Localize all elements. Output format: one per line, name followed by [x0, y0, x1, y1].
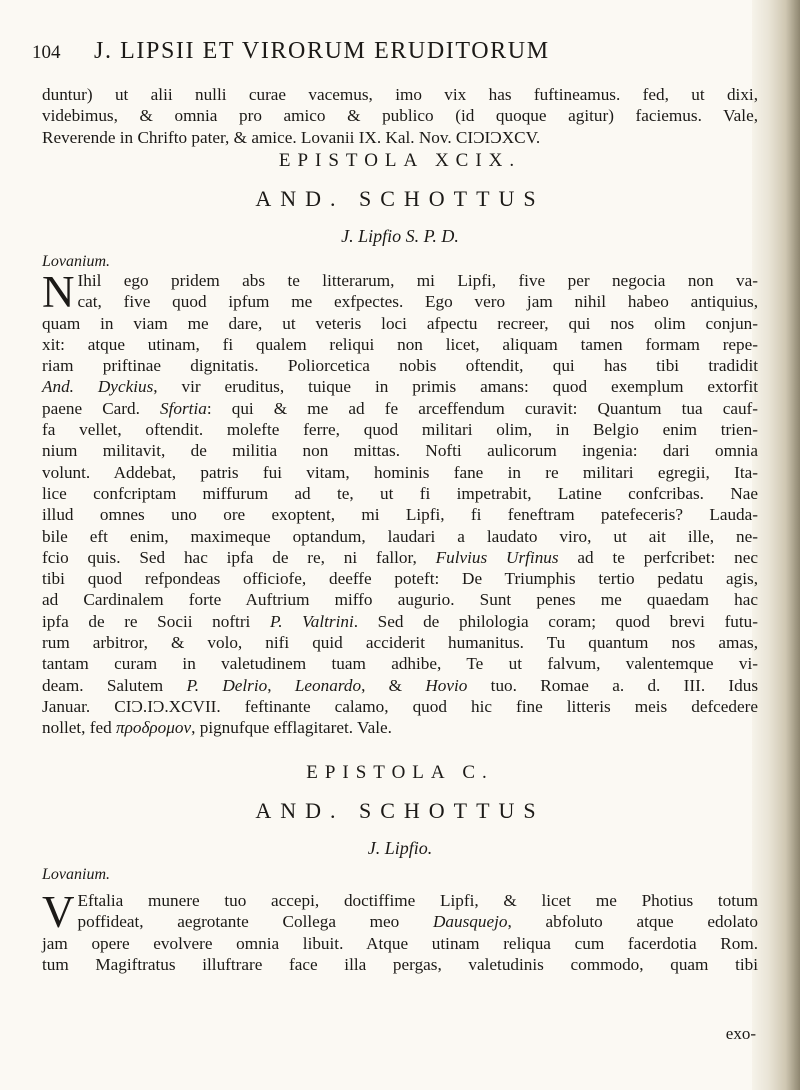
text-line: fa vellet, oftendit. molefte ferre, quod militari olim, in Belgio enim trien- — [42, 420, 758, 440]
catchword: exo- — [725, 1024, 756, 1043]
text-line: And. Dyckius, vir eruditus, tuique in primis amans: quod exemplum extorfit — [42, 377, 759, 397]
drop-cap: V — [42, 887, 75, 937]
text-line: tantam curam in valetudinem tuam adhibe, Te ut falvum, valentemque vi- — [42, 654, 758, 674]
text-line: ipfa de re Socii noftri P. Valtrini. Sed de philologia coram; quod brevi futu- — [42, 611, 758, 631]
text-line: nollet, fed προδρομον, pignufque efflagitaret. Vale. — [42, 718, 392, 738]
epistola-100-sender: J. Lipfio. — [367, 838, 433, 858]
text-line: duntur) ut alii nulli curae vacemus, imo vix has fuftineamus. fed, ut dixi, — [42, 85, 758, 104]
epistola-99-addressee: AND. SCHOTTUS — [255, 186, 545, 211]
text-line: illud omnes uno ore exoptent, mi Lipfi, fi feneftram patefeceris? Lauda- — [42, 505, 758, 525]
text-line: lice confcriptam miffurum ad te, ut fi impetrabit, Latine confcribas. Nae — [42, 483, 758, 503]
text-line: deam. Salutem P. Delrio, Leonardo, & Hovio tuo. Romae a. d. III. Idus — [42, 675, 759, 695]
text-line: nium militavit, de militia non mittas. Nofti aulicorum ingenia: dari omnia — [42, 441, 758, 461]
page-header — [32, 38, 752, 74]
text-line: Eftalia munere tuo accepi, doctiffime Lipfi, & licet me Photius totum — [77, 891, 758, 910]
text-line: videbimus, & omnia pro amico & publico (id quoque agitur) faciemus. Vale, — [42, 106, 758, 126]
text-line: tibi quod refpondeas officiofe, deeffe poteft: De Triumphis tertio pedatu agis, — [42, 569, 758, 589]
text-line: volunt. Addebat, patris fui vitam, hominis fane in re militari egregii, Ita- — [42, 462, 758, 482]
epistola-99-body — [42, 267, 759, 739]
epistola-100-heading: EPISTOLA C. — [306, 762, 494, 783]
text-line: bile eft enim, maximeque optandum, laudari a laudato viro, ut ait ille, ne- — [42, 526, 758, 546]
text-line: poffideat, aegrotante Collega meo Dausquejo, abfoluto atque edolato — [77, 912, 758, 932]
text-line: xit: atque utinam, fi qualem reliqui non licet, aliquam tamen formam repe- — [42, 334, 758, 354]
text-line: quam in viam me dare, ut veteris loci afpectu recreer, qui nos olim conjun- — [42, 313, 758, 333]
intro-paragraph — [42, 84, 758, 148]
drop-cap: N — [42, 267, 75, 317]
text-line: tum Magiftratus illuftrare face illa pergas, valetudinis commodo, quam tibi — [42, 954, 758, 974]
text-line: cat, five quod ipfum me exfpectes. Ego vero jam nihil habeo antiquius, — [77, 292, 758, 312]
epistola-100-body — [42, 887, 758, 975]
text-line: riam priftinae dignitatis. Poliorcetica nobis oftendit, qui has tibi tradidit — [42, 356, 758, 376]
text-line: rum arbitror, & volo, nifi quid acciderit humanitus. Tu quantum nos amas, — [42, 633, 758, 653]
epistola-99-sender: J. Lipfio S. P. D. — [341, 226, 459, 246]
epistola-100-place: Lovanium. — [42, 866, 110, 883]
page-number: 104 — [32, 42, 61, 63]
text-line: ad Cardinalem forte Auftrium miffo augurio. Sunt penes me quaedam hac — [42, 590, 758, 610]
running-title: J. LIPSII ET VIRORUM ERUDITORUM — [94, 38, 550, 64]
text-line: Januar. CIƆ.IƆ.XCVII. feftinante calamo, quod hic fine litteris meis defcedere — [42, 696, 758, 716]
text-line: paene Card. Sfortia: qui & me ad fe arceffendum curavit: Quantum tua cauf- — [42, 398, 758, 418]
text-line: Ihil ego pridem abs te litterarum, mi Lipfi, five per negocia non va- — [77, 271, 758, 290]
text-line: fcio quis. Sed hac ipfa de re, ni fallor, Fulvius Urfinus ad te perfcribet: nec — [42, 547, 758, 567]
epistola-100-addressee: AND. SCHOTTUS — [255, 798, 545, 823]
text-line: Reverende in Chrifto pater, & amice. Lovanii IX. Kal. Nov. CIƆIƆXCV. — [42, 127, 541, 147]
epistola-99-place: Lovanium. — [42, 253, 110, 270]
text-line: jam opere evolvere omnia libuit. Atque utinam reliqua cum facerdotia Rom. — [42, 933, 758, 953]
epistola-99-heading: EPISTOLA XCIX. — [278, 150, 522, 171]
